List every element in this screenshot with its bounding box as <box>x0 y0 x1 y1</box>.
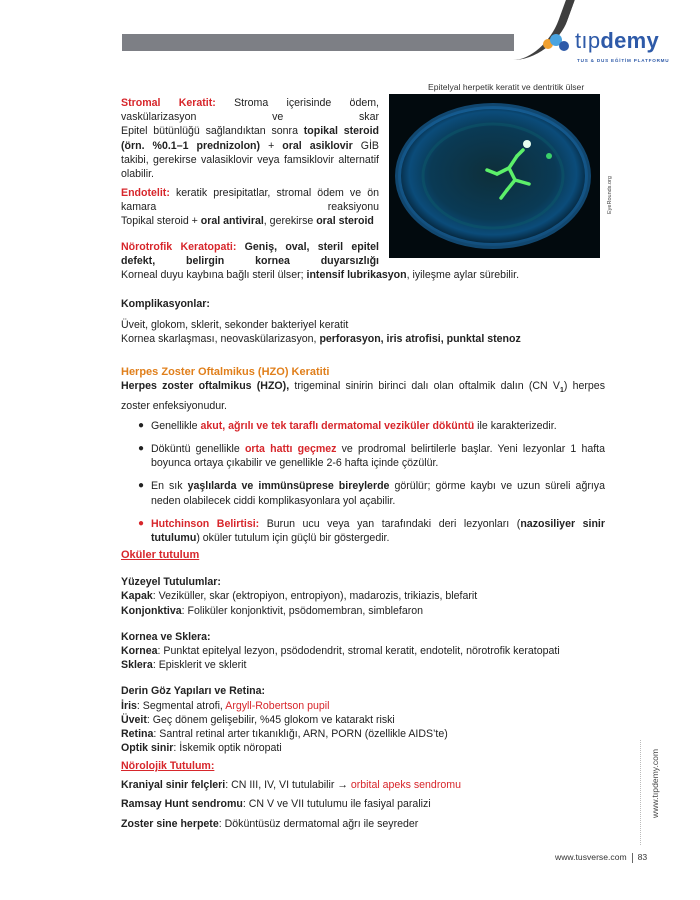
okuler-title: Oküler tutulum <box>121 549 200 561</box>
optik-line: Optik sinir: İskemik optik nöropati <box>121 742 282 755</box>
uveit-line: Üveit: Geç dönem gelişebilir, %45 glokom ve katarakt riski <box>121 713 395 726</box>
hzo-bullet-list <box>121 419 605 545</box>
konjonktiva-line: Konjonktiva: Foliküler konjonktivit, psödomembran, simblefaron <box>121 604 424 617</box>
norotrofik-line2: Korneal duyu kaybına bağlı steril ülser; intensif lubrikasyon, iyileşme aylar sürebilir. <box>121 269 520 281</box>
komplikasyon-line1: Üveit, glokom, sklerit, sekonder bakteriyel keratit <box>121 319 349 332</box>
komplikasyon-line2: Kornea skarlaşması, neovaskülarizasyon, perforasyon, iris atrofisi, punktal stenoz <box>121 333 521 346</box>
side-url-link[interactable]: www.tıpdemy.com <box>650 748 660 818</box>
eye-photo <box>389 94 600 258</box>
footer <box>555 850 647 864</box>
norotrofik-section <box>121 240 379 268</box>
list-item: ● Döküntü genellikle orta hattı geçmez ve prodromal belirtilerle başlar. Yeni lezyonlar 1 hafta boyunca ortaya çıkabilir ve genellikle 2-6 hafta içinde çözülür. <box>138 442 606 470</box>
list-item: ● Genellikle akut, ağrılı ve tek taraflı dermatomal veziküler döküntü ile karakterizedir. <box>138 419 557 432</box>
kraniyal-line: Kraniyal sinir felçleri: CN III, IV, VI tutulabilir → orbital apeks sendromu <box>121 779 461 792</box>
page-number: 83 <box>637 852 648 862</box>
hzo-intro: Herpes zoster oftalmikus (HZO), trigeminal sinirin birinci dalı olan oftalmik dalın (CN $V_1$) herpes zoster enfeksiyonudur. <box>121 380 605 412</box>
iris-line: İris: Segmental atrofi, Argyll-Robertson pupil <box>121 699 330 712</box>
zoster-sine-line: Zoster sine herpete: Döküntüsüz dermatomal ağrı ile seyreder <box>121 817 419 830</box>
komplikasyon-title: Komplikasyonlar: <box>121 298 210 310</box>
list-item: ● En sık yaşlılarda ve immünsüprese bireylerde görülür; görme kaybı ve uzun süreli ağrıya neden olabilecek ciddi komplikasyonlara yol açabilir. <box>138 480 605 507</box>
stromal-section <box>121 96 379 181</box>
endotelit-line2: Topikal steroid + oral antiviral, gerekirse oral steroid <box>121 215 374 228</box>
retina-line: Retina: Santral retinal arter tıkanıklığı, ARN, PORN (özellikle AIDS’te) <box>121 728 448 741</box>
stromal-line1: Stromal Keratit: Stroma içerisinde ödem, vaskülarizasyon ve skar <box>121 97 379 124</box>
kornea-heading: Kornea ve Sklera: <box>121 630 211 643</box>
hzo-section <box>121 365 605 554</box>
hzo-title: Herpes Zoster Oftalmikus (HZO) Keratiti <box>121 366 330 378</box>
logo-mark-icon <box>542 32 572 56</box>
yuzeyel-heading: Yüzeyel Tutulumlar: <box>121 576 221 589</box>
komplikasyon-section <box>121 297 605 347</box>
kornea-line: Kornea: Punktat epitelyal lezyon, psödodendrit, stromal keratit, endotelit, nörotrofik keratopati <box>121 645 560 658</box>
brand-tagline: TUS & DUS EĞİTİM PLATFORMU <box>577 58 670 63</box>
footer-separator <box>632 853 633 863</box>
norotrofik-line1: Nörotrofik Keratopati: Geniş, oval, steril epitel defekt, belirgin kornea duyarsızlığı <box>121 241 379 268</box>
brand-logo <box>542 28 670 63</box>
ramsay-line: Ramsay Hunt sendromu: CN V ve VII tutulumu ile fasiyal paralizi <box>121 798 431 811</box>
endotelit-section <box>121 186 379 229</box>
stromal-line2: Epitel bütünlüğü sağlandıktan sonra topikal steroid (örn. %0.1–1 prednizolon) + oral asiklovir GİB takibi, gerekirse valasiklovir veya famsiklovir alternatif olabilir. <box>121 125 380 181</box>
norolojik-section <box>121 759 605 831</box>
list-item: ● Hutchinson Belirtisi: Burun ucu veya yan tarafındaki deri lezyonları (nazosiliyer sinir tutulumu) oküler tutulum için güçlü bir göstergedir. <box>138 517 605 544</box>
derin-heading: Derin Göz Yapıları ve Retina: <box>121 685 266 698</box>
figure-credit: EyeRounds.org <box>607 176 613 214</box>
figure-caption: Epitelyal herpetik keratit ve dentritik ülser <box>428 82 585 92</box>
side-divider <box>640 740 642 845</box>
brand-name: tıpdemy <box>575 28 660 53</box>
okuler-section <box>121 548 605 755</box>
sklera-line: Sklera: Episklerit ve sklerit <box>121 659 247 672</box>
footer-url-link[interactable]: www.tusverse.com <box>555 852 627 862</box>
endotelit-line1: Endotelit: keratik presipitatlar, stromal ödem ve ön kamara reaksiyonu <box>121 187 379 214</box>
kapak-line: Kapak: Veziküller, skar (ektropiyon, entropiyon), madarozis, trikiazis, blefarit <box>121 590 478 603</box>
dendritic-ulcer-image <box>389 94 600 258</box>
header-bar <box>122 34 514 51</box>
norolojik-title: Nörolojik Tutulum: <box>121 760 215 772</box>
